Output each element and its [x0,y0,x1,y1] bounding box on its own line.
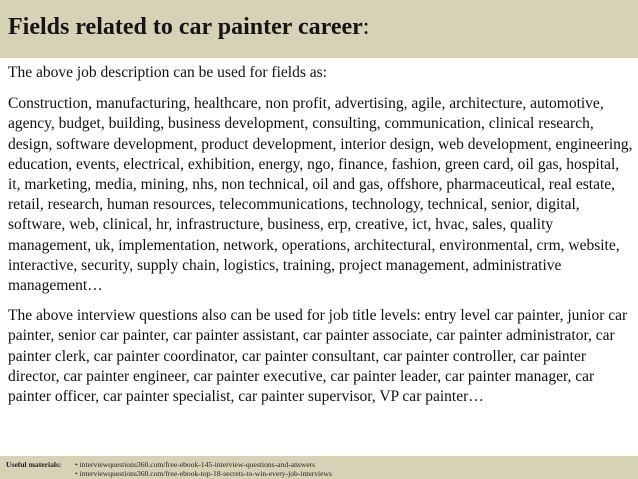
footer-row-2 [6,469,638,478]
slide-title-text: Fields related to car painter career [8,14,363,40]
slide-title-colon: : [362,14,370,40]
footer-bar [0,456,638,479]
title-bar [0,0,638,58]
fields-paragraph: Construction, manufacturing, healthcare, non profit, advertising, agile, architecture, automotive, agency, budget, building, business development, consulting, communication, clinical research, design, software development, product development, interior design, web development, engineering, education, events, electrical, exhibition, energy, ngo, finance, fashion, green card, oil gas, hospital, it, marketing, media, mining, nhs, non technical, oil and gas, offshore, pharmaceutical, real estate, retail, research, human resources, telecommunications, technology, technical, senior, digital, software, web, clinical, hr, infrastructure, business, erp, creative, ict, hvac, sales, quality management, uk, implementation, network, operations, architectural, environmental, crm, website, interactive, security, supply chain, logistics, training, project management, administrative management… [8,95,633,295]
footer-row-1 [6,460,638,469]
footer-link-ebook-145[interactable]: • interviewquestions360.com/free-ebook-145-interview-questions-and-answers [75,460,316,469]
intro-paragraph: The above job description can be used for fields as: [8,64,327,81]
footer-link-ebook-top-18[interactable]: • interviewquestions360.com/free-ebook-top-18-secrets-to-win-every-job-interviews [75,469,332,478]
footer-label: Useful materials: [6,460,62,469]
slide-body [8,60,634,407]
job-levels-paragraph: The above interview questions also can be used for job title levels: entry level car painter, junior car painter, senior car painter, car painter assistant, car painter associate, car painter administrator, car painter clerk, car painter coordinator, car painter consultant, car painter controller, car painter director, car painter engineer, car painter executive, car painter leader, car painter manager, car painter officer, car painter specialist, car painter supervisor, VP car painter… [8,307,628,406]
slide-title [8,12,638,42]
